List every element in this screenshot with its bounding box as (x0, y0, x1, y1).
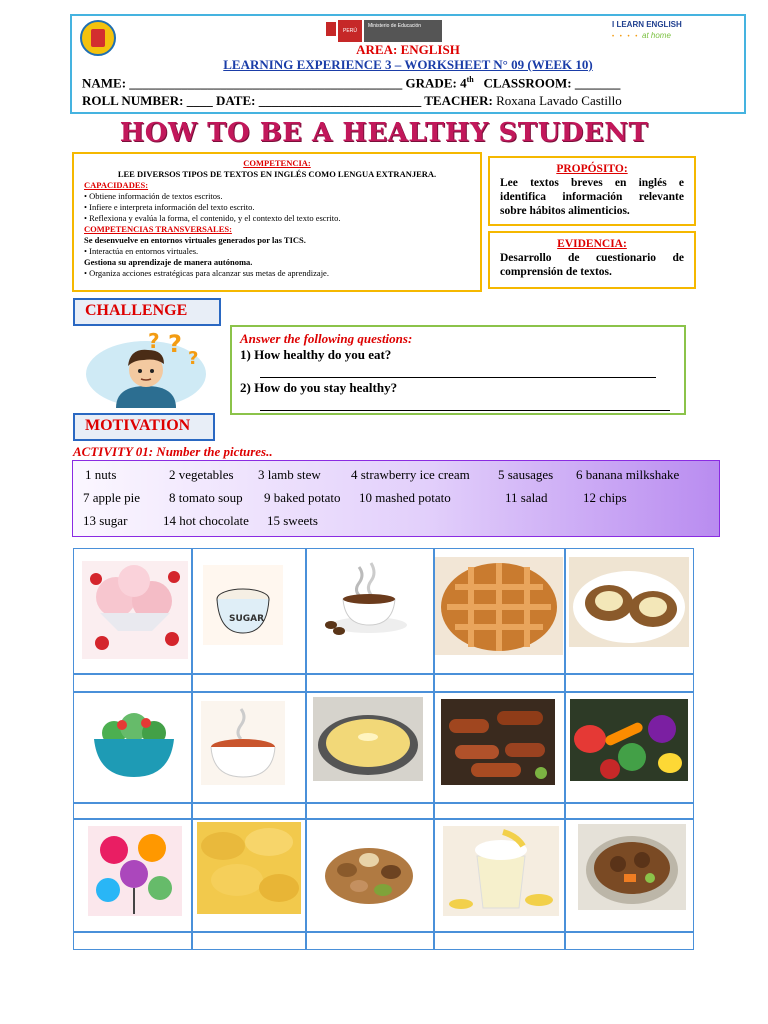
svg-text:SUGAR: SUGAR (229, 614, 265, 624)
number-answer-cell[interactable] (565, 674, 694, 692)
picture-cell (192, 548, 306, 674)
number-answer-cell[interactable] (434, 803, 565, 819)
word-item: 8 tomato soup (169, 490, 243, 505)
word-item: 9 baked potato (264, 490, 341, 505)
word-item: 5 sausages (498, 467, 554, 482)
number-answer-cell[interactable] (434, 932, 565, 950)
evidencia-box: EVIDENCIA: Desarrollo de cuestionario de comprensión de textos. (488, 231, 696, 289)
question-1: 1) How healthy do you eat? (240, 347, 392, 362)
apple-pie-picture (435, 557, 563, 655)
number-answer-cell[interactable] (192, 932, 306, 950)
word-item: 10 mashed potato (359, 490, 451, 505)
name-field[interactable]: __________________________________________ (129, 75, 403, 91)
banana-milkshake-picture (443, 826, 559, 916)
picture-cell (73, 692, 192, 803)
sweets-picture (88, 826, 182, 916)
word-item: 4 strawberry ice cream (351, 467, 470, 482)
picture-cell (192, 819, 306, 932)
word-item: 13 sugar (83, 513, 128, 528)
picture-cell (434, 548, 565, 674)
picture-cell (192, 692, 306, 803)
word-item: 7 apple pie (83, 490, 141, 505)
number-answer-cell[interactable] (73, 674, 192, 692)
teacher-name: Roxana Lavado Castillo (496, 93, 622, 108)
number-answer-cell[interactable] (565, 932, 694, 950)
lamb-stew-picture (578, 824, 686, 910)
word-item: 1 nuts (85, 467, 117, 482)
picture-cell (434, 819, 565, 932)
number-answer-cell[interactable] (73, 803, 192, 819)
number-answer-cell[interactable] (306, 932, 434, 950)
food-picture-grid (73, 548, 694, 950)
competencia-box: COMPETENCIA: LEE DIVERSOS TIPOS DE TEXTOS EN INGLÉS COMO LENGUA EXTRANJERA. CAPACIDADES: • Obtiene información de textos escritos. • Infiere e interpreta información del texto escrito. • Reflexiona y evalúa la forma, el contenido, y el contexto del texto escrito. COMPETENCIAS TRANSVERSALES: Se desenvuelve en entornos virtuales generados por las TICS. • Interactúa en entornos virtuales. Gestiona su aprendizaje de manera autónoma. • Organiza acciones estratégicas para alcanzar sus metas de aprendizaje. (72, 152, 482, 292)
picture-cell (306, 819, 434, 932)
word-item: 15 sweets (267, 513, 318, 528)
salad-picture (86, 703, 182, 783)
mashed-potato-picture (313, 697, 423, 781)
activity-instruction: ACTIVITY 01: Number the pictures.. (73, 444, 273, 459)
motivation-heading: MOTIVATION (73, 413, 215, 441)
nuts-picture (321, 830, 417, 910)
answer-2-line[interactable] (260, 396, 670, 411)
word-item: 6 banana milkshake (576, 467, 680, 482)
thinking-boy-illustration (82, 330, 210, 408)
worksheet-header (70, 14, 746, 114)
strawberry-ice-cream-picture (82, 561, 188, 659)
sugar-bowl-picture (203, 565, 283, 645)
number-answer-cell[interactable] (434, 674, 565, 692)
proposito-box: PROPÓSITO: Lee textos breves en inglés e identifica información relevante sobre hábitos alimenticios. (488, 156, 696, 226)
picture-cell (73, 819, 192, 932)
i-learn-english-logo: I LEARN ENGLISH • • • • at home (612, 20, 682, 40)
picture-cell (73, 548, 192, 674)
page-title: HOW TO BE A HEALTHY STUDENT (119, 118, 649, 148)
food-word-bank (72, 460, 720, 537)
roll-number-field[interactable]: ____ (186, 93, 213, 108)
number-answer-cell[interactable] (306, 674, 434, 692)
word-item: 14 hot chocolate (163, 513, 249, 528)
svg-text:?: ? (168, 330, 182, 358)
picture-cell (565, 548, 694, 674)
worksheet-title: LEARNING EXPERIENCE 3 – WORKSHEET N° 09 (WEEK 10) (223, 57, 593, 72)
number-answer-cell[interactable] (565, 803, 694, 819)
number-answer-cell[interactable] (192, 803, 306, 819)
sausages-picture (441, 699, 555, 785)
baked-potato-picture (569, 557, 689, 647)
roll-date-teacher-row: ROLL NUMBER: ____ DATE: _________________________ TEACHER: Roxana Lavado Castillo (82, 93, 622, 108)
number-answer-cell[interactable] (73, 932, 192, 950)
picture-cell (306, 692, 434, 803)
area-label: AREA: ENGLISH (356, 42, 460, 57)
svg-text:?: ? (188, 348, 199, 369)
chips-picture (197, 822, 301, 914)
challenge-questions-box: Answer the following questions: 1) How healthy do you eat? 2) How do you stay healthy? (230, 325, 686, 415)
challenge-heading: CHALLENGE (73, 298, 221, 326)
picture-cell (565, 692, 694, 803)
date-field[interactable]: _________________________ (258, 93, 422, 108)
number-answer-cell[interactable] (192, 674, 306, 692)
picture-cell (434, 692, 565, 803)
question-2: 2) How do you stay healthy? (240, 380, 398, 395)
name-grade-row: NAME: __________________________________________ GRADE: 4th CLASSROOM: _______ (82, 75, 621, 91)
svg-text:?: ? (148, 330, 160, 353)
number-answer-cell[interactable] (306, 803, 434, 819)
classroom-field[interactable]: _______ (574, 75, 621, 91)
ministry-of-education-logo: PERÚ Ministerio de Educación (326, 20, 442, 42)
hot-chocolate-picture (319, 559, 419, 639)
vegetables-picture (570, 699, 688, 781)
picture-cell (306, 548, 434, 674)
tomato-soup-picture (201, 701, 285, 785)
word-item: 3 lamb stew (258, 467, 321, 482)
picture-cell (565, 819, 694, 932)
word-item: 11 salad (505, 490, 548, 505)
word-item: 2 vegetables (169, 467, 234, 482)
word-item: 12 chips (583, 490, 627, 505)
answer-1-line[interactable] (260, 363, 656, 378)
